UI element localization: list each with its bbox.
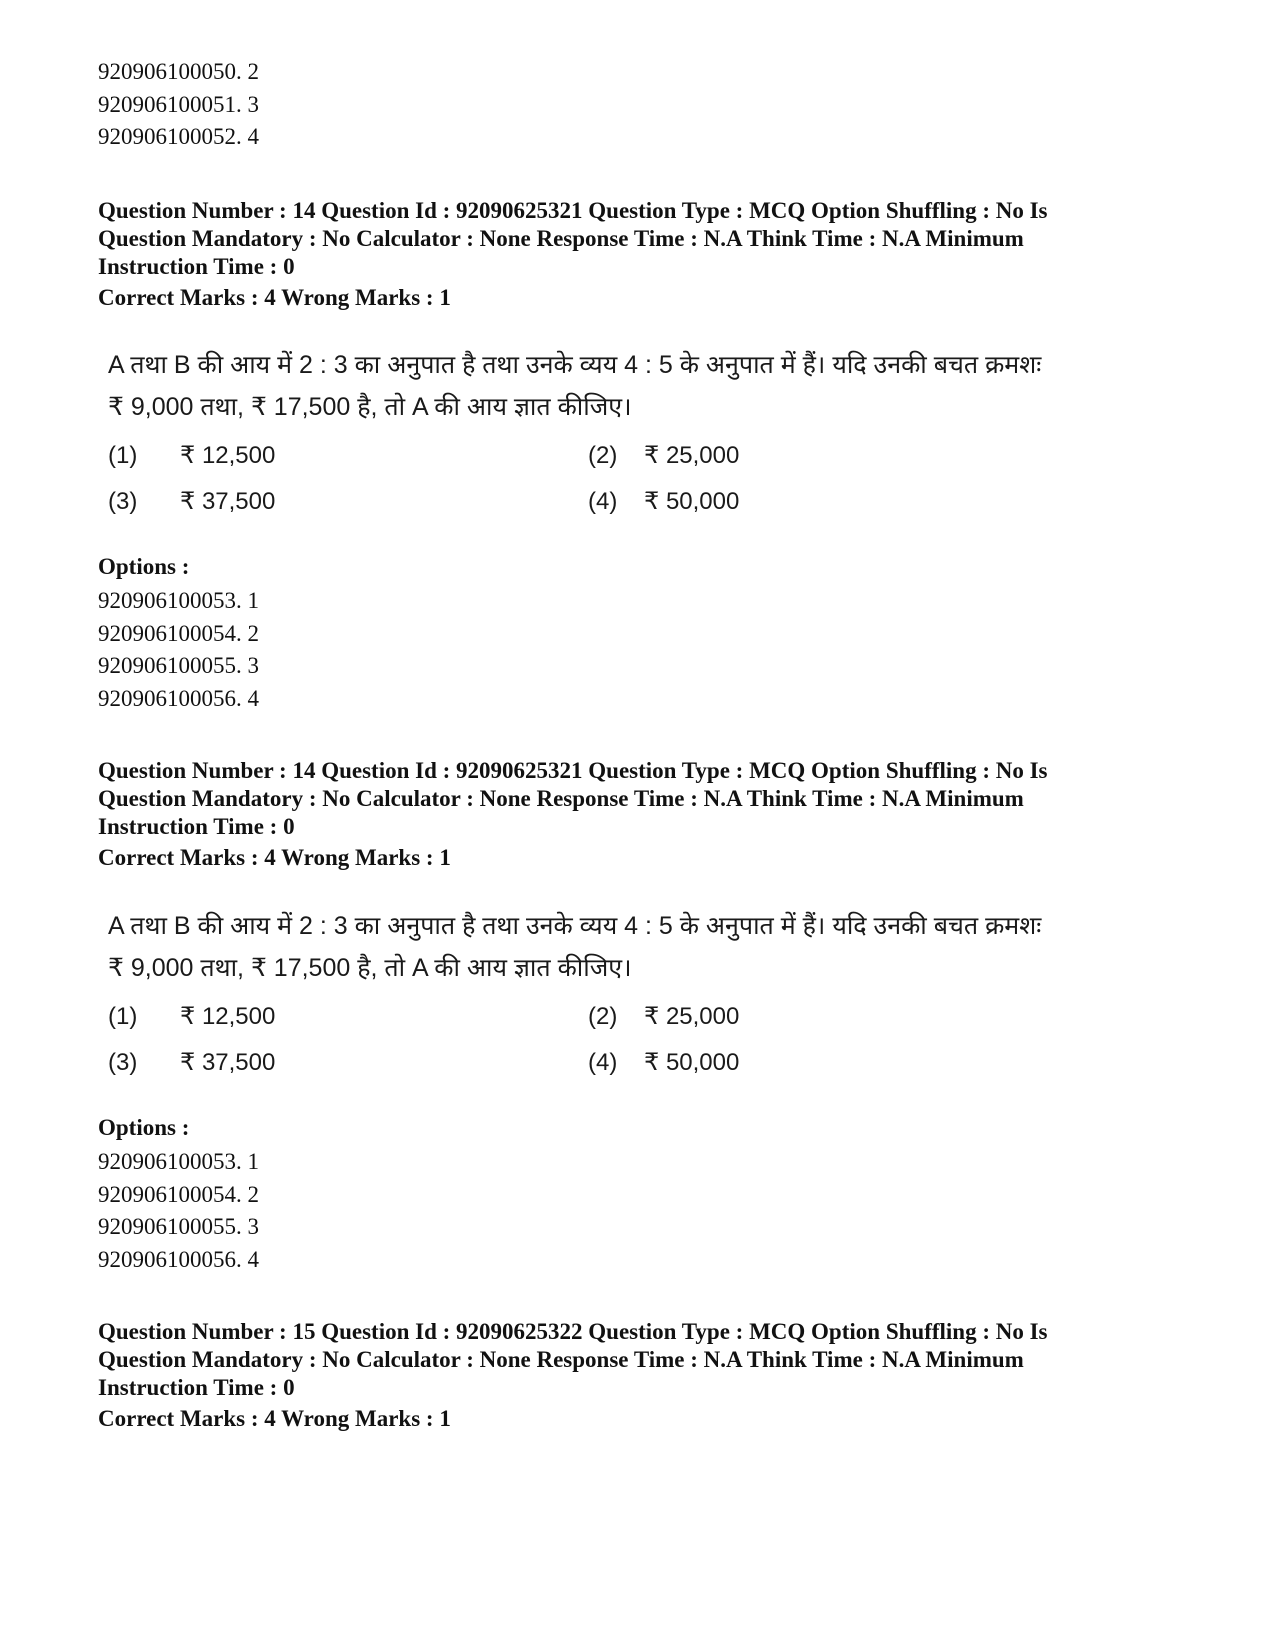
question-meta (98, 757, 1158, 841)
choice-number: (4) (588, 1049, 618, 1076)
option-line: 920906100050. 2 (98, 59, 259, 84)
answer-choice (588, 1002, 739, 1031)
option-line: 920906100053. 1 (98, 1149, 259, 1174)
meta-line: Question Mandatory : No Calculator : None Response Time : N.A Think Time : N.A Minimum (98, 226, 1024, 251)
meta-line: Question Number : 14 Question Id : 92090625321 Question Type : MCQ Option Shuffling : No Is (98, 758, 1048, 783)
answer-choice (108, 441, 275, 470)
choice-number: (3) (108, 488, 138, 515)
question-line: A तथा B की आय में 2 : 3 का अनुपात है तथा उनके व्यय 4 : 5 के अनुपात में हैं। यदि उनकी बचत क्रमशः (108, 351, 1042, 379)
choice-number: (1) (108, 442, 138, 469)
question-text (108, 344, 1108, 428)
question-line: ₹ 9,000 तथा, ₹ 17,500 है, तो A की आय ज्ञात कीजिए। (108, 393, 632, 421)
marks-line: Correct Marks : 4 Wrong Marks : 1 (98, 1406, 451, 1431)
question-meta (98, 1318, 1158, 1402)
answer-choice (108, 1048, 275, 1077)
meta-line: Question Mandatory : No Calculator : None Response Time : N.A Think Time : N.A Minimum (98, 1347, 1024, 1372)
answer-choice (108, 1002, 275, 1031)
meta-line: Instruction Time : 0 (98, 814, 295, 839)
answer-choice (108, 487, 275, 516)
meta-line: Instruction Time : 0 (98, 1375, 295, 1400)
choice-value: ₹ 25,000 (644, 442, 740, 469)
meta-line: Question Number : 14 Question Id : 92090625321 Question Type : MCQ Option Shuffling : No Is (98, 198, 1048, 223)
choice-value: ₹ 12,500 (180, 442, 276, 469)
option-line: 920906100053. 1 (98, 588, 259, 613)
option-line: 920906100054. 2 (98, 1182, 259, 1207)
marks-line: Correct Marks : 4 Wrong Marks : 1 (98, 845, 451, 870)
answer-choice (588, 1048, 739, 1077)
options-heading: Options : (98, 554, 190, 579)
choice-number: (2) (588, 442, 618, 469)
choice-number: (4) (588, 488, 618, 515)
option-line: 920906100055. 3 (98, 653, 259, 678)
choice-value: ₹ 50,000 (644, 1049, 740, 1076)
option-line: 920906100051. 3 (98, 92, 259, 117)
option-line: 920906100056. 4 (98, 686, 259, 711)
choice-number: (2) (588, 1003, 618, 1030)
choice-value: ₹ 50,000 (644, 488, 740, 515)
choice-value: ₹ 37,500 (180, 1049, 276, 1076)
answer-choice (588, 441, 739, 470)
meta-line: Question Mandatory : No Calculator : None Response Time : N.A Think Time : N.A Minimum (98, 786, 1024, 811)
marks-line: Correct Marks : 4 Wrong Marks : 1 (98, 285, 451, 310)
meta-line: Instruction Time : 0 (98, 254, 295, 279)
question-meta (98, 197, 1158, 281)
question-line: ₹ 9,000 तथा, ₹ 17,500 है, तो A की आय ज्ञात कीजिए। (108, 954, 632, 982)
option-line: 920906100056. 4 (98, 1247, 259, 1272)
option-line: 920906100054. 2 (98, 621, 259, 646)
choice-number: (1) (108, 1003, 138, 1030)
answer-choice (588, 487, 739, 516)
question-text (108, 905, 1108, 989)
choice-value: ₹ 25,000 (644, 1003, 740, 1030)
choice-number: (3) (108, 1049, 138, 1076)
option-line: 920906100052. 4 (98, 124, 259, 149)
options-heading: Options : (98, 1115, 190, 1140)
option-line: 920906100055. 3 (98, 1214, 259, 1239)
question-line: A तथा B की आय में 2 : 3 का अनुपात है तथा उनके व्यय 4 : 5 के अनुपात में हैं। यदि उनकी बचत क्रमशः (108, 912, 1042, 940)
choice-value: ₹ 12,500 (180, 1003, 276, 1030)
meta-line: Question Number : 15 Question Id : 92090625322 Question Type : MCQ Option Shuffling : No Is (98, 1319, 1048, 1344)
choice-value: ₹ 37,500 (180, 488, 276, 515)
